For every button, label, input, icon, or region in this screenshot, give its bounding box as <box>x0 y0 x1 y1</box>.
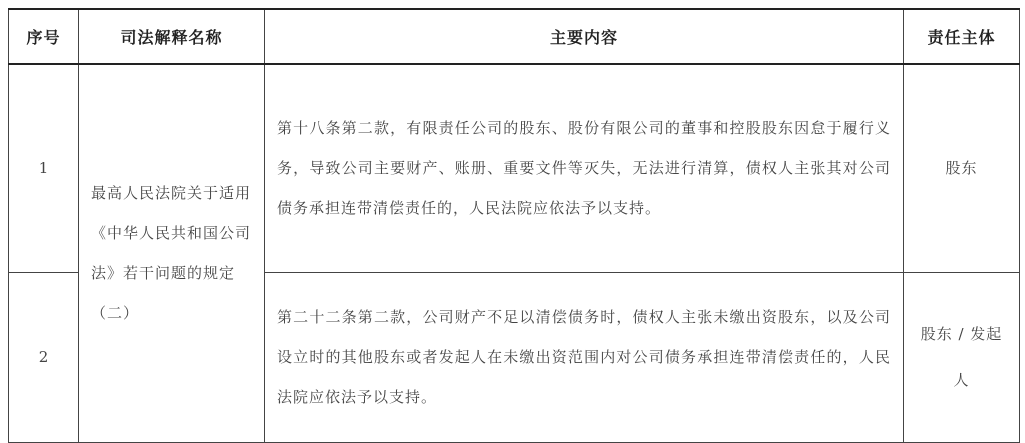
header-row <box>9 9 1020 64</box>
row-subject: 股东 <box>904 64 1020 272</box>
header-subject: 责任主体 <box>904 9 1020 64</box>
header-content: 主要内容 <box>265 9 904 64</box>
interpretation-name: 最高人民法院关于适用《中华人民共和国公司法》若干问题的规定（二） <box>79 64 265 442</box>
row-content: 第二十二条第二款，公司财产不足以清偿债务时，债权人主张未缴出资股东，以及公司设立时的其他股东或者发起人在未缴出资范围内对公司债务承担连带清偿责任的，人民法院应依法予以支持。 <box>265 272 904 442</box>
row-subject: 股东 / 发起人 <box>904 272 1020 442</box>
header-seq: 序号 <box>9 9 79 64</box>
header-name: 司法解释名称 <box>79 9 265 64</box>
row-seq: 1 <box>9 64 79 272</box>
table-row <box>9 64 1020 272</box>
row-seq: 2 <box>9 272 79 442</box>
row-content: 第十八条第二款，有限责任公司的股东、股份有限公司的董事和控股股东因怠于履行义务，导致公司主要财产、账册、重要文件等灭失，无法进行清算，债权人主张其对公司债务承担连带清偿责任的，人民法院应依法予以支持。 <box>265 64 904 272</box>
judicial-interpretation-table <box>8 8 1020 443</box>
